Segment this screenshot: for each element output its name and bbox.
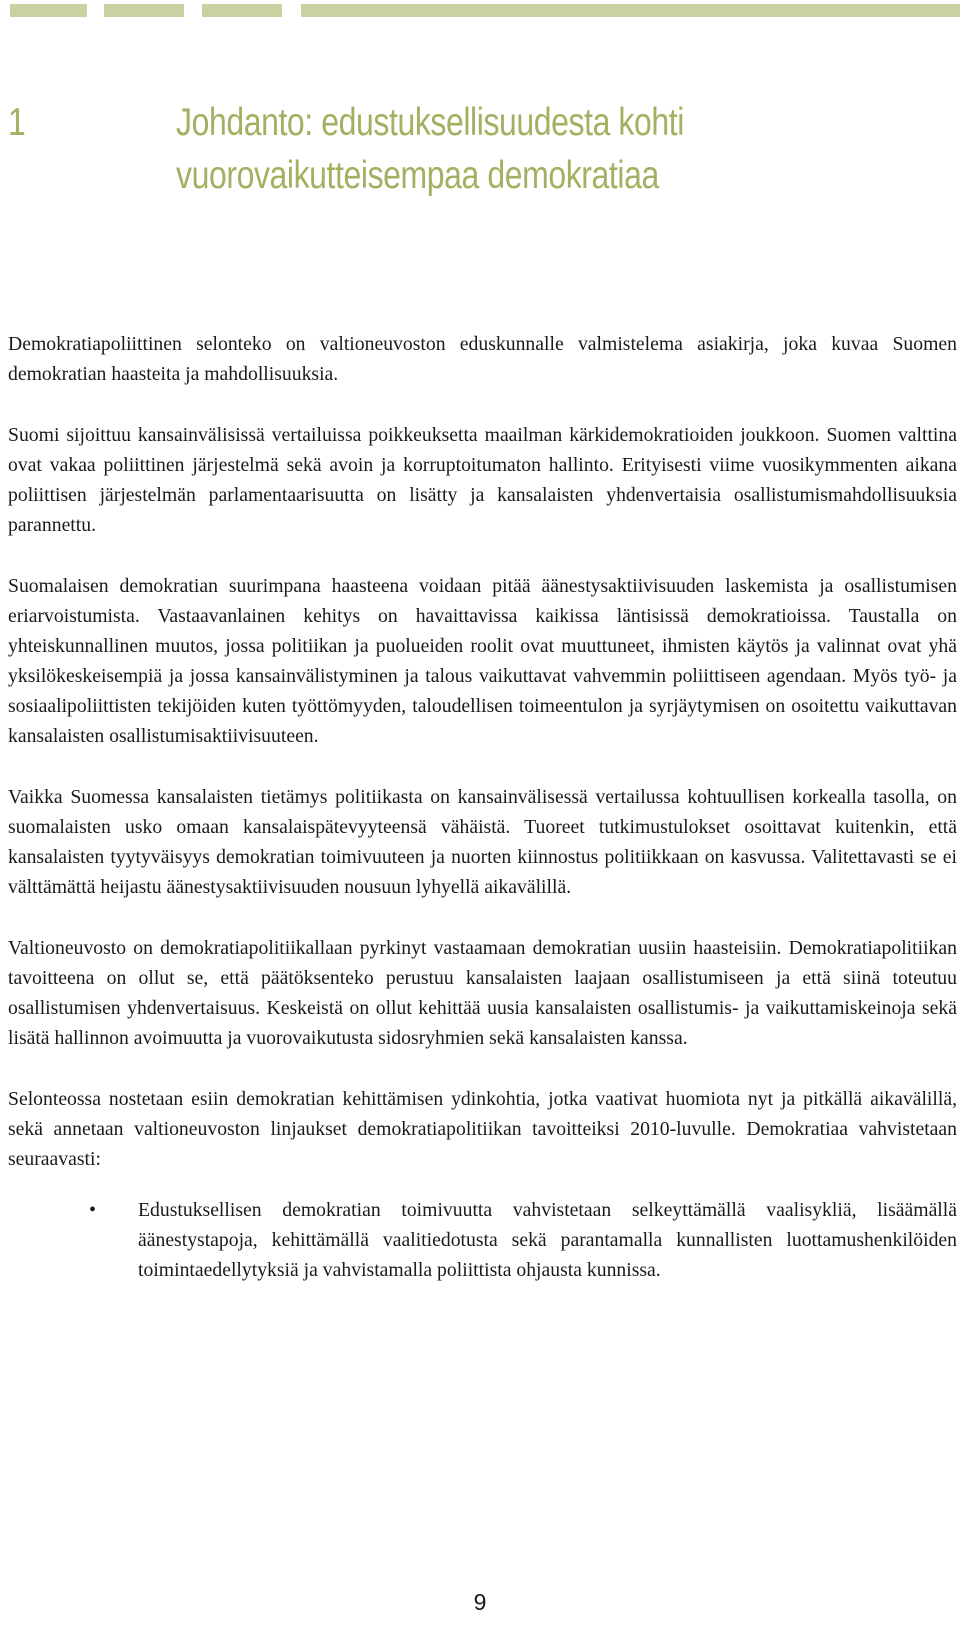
header-bar bbox=[10, 4, 87, 17]
paragraph: Demokratiapoliittinen selonteko on valtioneuvoston eduskunnalle valmistelema asiakirja, joka kuvaa Suomen demokratian haasteita ja mahdollisuuksia. bbox=[8, 333, 957, 385]
header-bar bbox=[301, 4, 960, 17]
chapter-title bbox=[176, 96, 939, 202]
chapter-title-line: Johdanto: edustuksellisuudesta kohti bbox=[176, 101, 684, 144]
paragraph: Valtioneuvosto on demokratiapolitiikallaan pyrkinyt vastaamaan demokratian uusiin haasteisiin. Demokratiapolitiikan tavoitteena on ollut se, että päätöksenteko perustuu kansalaisten laajaan osallistumiseen ja että siinä toteutuu osallistumisen yhdenvertaisuus. Keskeistä on ollut kehittää uusia kansalaisten osallistumis- ja vaikuttamiskeinoja sekä lisätä hallinnon avoimuutta ja vuorovaikutusta sidosryhmien sekä kansalaisten kanssa. bbox=[8, 937, 957, 1049]
paragraph: Selonteossa nostetaan esiin demokratian kehittämisen ydinkohtia, jotka vaativat huomiota nyt ja pitkällä aikavälillä, sekä annetaan valtioneuvoston linjaukset demokratiapolitiikan tavoitteiksi 2010-luvulle. Demokratiaa vahvistetaan seuraavasti: bbox=[8, 1088, 957, 1170]
body-text bbox=[8, 329, 957, 1285]
paragraph: Vaikka Suomessa kansalaisten tietämys politiikasta on kansainvälisessä vertailussa kohtuullisen korkealla tasolla, on suomalaisten usko omaan kansalaispätevyyteensä vähäistä. Tuoreet tutkimustulokset osoittavat kuitenkin, että kansalaisten tyytyväisyys demokratian toimivuuteen ja nuorten kiinnostus politiikkaan on kasvussa. Valitettavasti se ei välttämättä heijastu äänestysaktiivisuuden nousuun lyhyellä aikavälillä. bbox=[8, 786, 957, 898]
list-item-text: Edustuksellisen demokratian toimivuutta vahvistetaan selkeyttämällä vaalisykliä, lisäämällä äänestystapoja, kehittämällä vaalitiedotusta sekä parantamalla kunnallisten luottamushenkilöiden toimintaedellytyksiä ja vahvistamalla poliittista ohjausta kunnissa. bbox=[138, 1199, 957, 1281]
list-item bbox=[8, 1195, 957, 1285]
header-decoration bbox=[0, 0, 960, 18]
paragraph: Suomalaisen demokratian suurimpana haasteena voidaan pitää äänestysaktiivisuuden laskemista ja osallistumisen eriarvoistumista. Vastaavanlainen kehitys on havaittavissa kaikissa läntisissä demokratioissa. Taustalla on yhteiskunnallinen muutos, jossa politiikan ja puolueiden roolit ovat muuttuneet, ihmisten käytös ja valinnat ovat yhä yksilökeskeisempiä ja jossa kansainvälistyminen ja talous vaikuttavat vahvemmin poliittiseen agendaan. Myös työ- ja sosiaalipoliittisten tekijöiden kuten työttömyyden, taloudellisen toimeentulon ja syrjäytymisen on osoitettu vaikuttavan kansalaisten osallistumisaktiivisuuteen. bbox=[8, 575, 957, 747]
header-bar bbox=[202, 4, 282, 17]
chapter-number: 1 bbox=[8, 101, 26, 144]
bullet-icon: • bbox=[89, 1199, 97, 1221]
bullet-list bbox=[8, 1195, 957, 1285]
header-bar bbox=[104, 4, 184, 17]
page-number: 9 bbox=[473, 1589, 487, 1615]
paragraph: Suomi sijoittuu kansainvälisissä vertailuissa poikkeuksetta maailman kärkidemokratioiden joukkoon. Suomen valttina ovat vakaa poliittinen järjestelmä sekä avoin ja korruptoitumaton hallinto. Erityisesti viime vuosikymmenten aikana poliittisen järjestelmän parlamentaarisuutta on lisätty ja kansalaisten yhdenvertaisia osallistumismahdollisuuksia parannettu. bbox=[8, 424, 957, 536]
chapter-title-line: vuorovaikutteisempaa demokratiaa bbox=[176, 154, 659, 197]
